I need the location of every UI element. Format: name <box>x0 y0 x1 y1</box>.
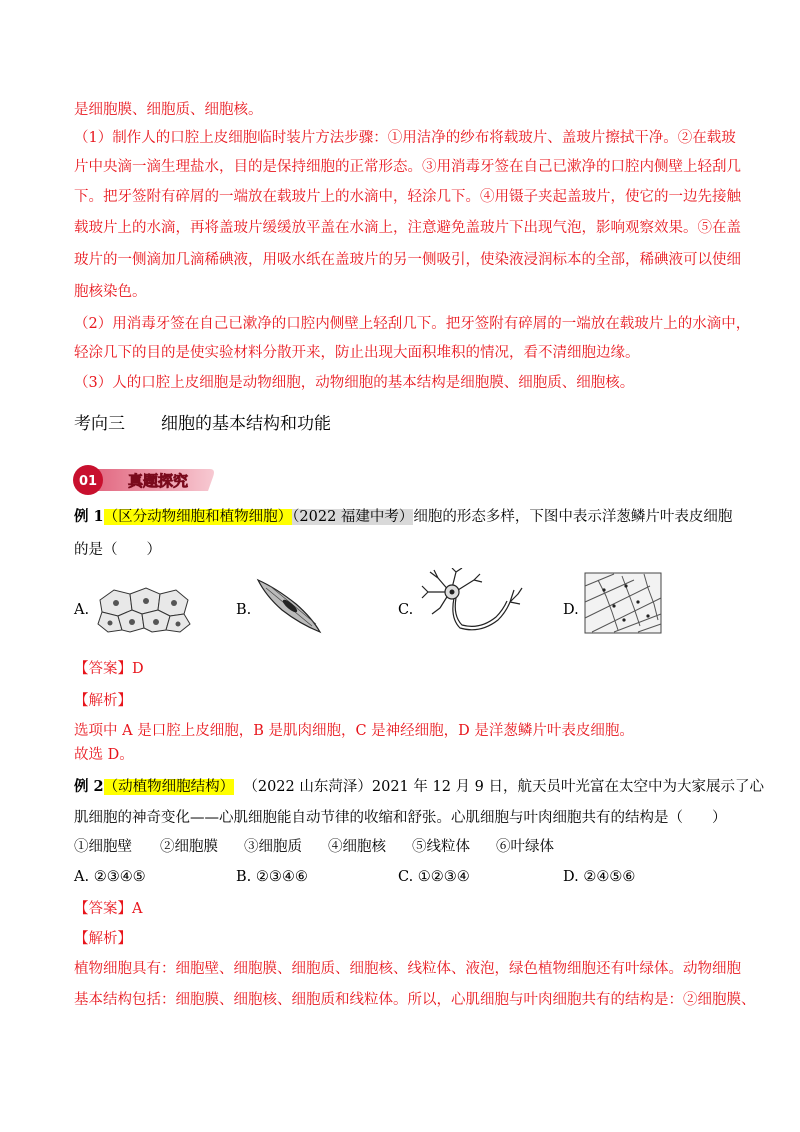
p1-line-4: 载玻片上的水滴，再将盖玻片缓缓放平盖在水滴上，注意避免盖玻片下出现气泡，影响观察效果。⑤在盖 <box>74 220 741 236</box>
example2-stem-2: 肌细胞的神奇变化——心肌细胞能自动节律的收缩和舒张。心肌细胞与叶肉细胞共有的结构是（ ） <box>74 810 727 826</box>
example1-stem-2: 的是（ ） <box>74 542 161 558</box>
example1-stem-text: 细胞的形态多样，下图中表示洋葱鳞片叶表皮细胞 <box>413 509 733 525</box>
option-d-label: D. <box>563 602 579 618</box>
example1-analysis: 选项中 A 是口腔上皮细胞，B 是肌肉细胞，C 是神经细胞，D 是洋葱鳞片叶表皮细胞。 <box>74 723 634 739</box>
structure-2: ②细胞膜 <box>160 839 218 855</box>
section-title: 细胞的基本结构和功能 <box>161 414 331 434</box>
example2-option-d: D. ②④⑤⑥ <box>563 869 636 885</box>
p1-line-3: 下。把牙签附有碎屑的一端放在载玻片上的水滴中，轻涂几下。④用镊子夹起盖玻片，使它的一边先接触 <box>74 189 741 205</box>
option-b-label: B. <box>236 602 252 618</box>
example1-tag: （区分动物细胞和植物细胞） <box>103 509 293 525</box>
example2-option-c: C. ①②③④ <box>398 869 470 885</box>
example2-analysis-1: 植物细胞具有：细胞壁、细胞膜、细胞质、细胞核、线粒体、液泡，绿色植物细胞还有叶绿体。动物细胞 <box>74 961 741 977</box>
example1-source: （2022 福建中考） <box>292 509 414 525</box>
example2-label: 例 2 <box>74 778 104 795</box>
example1-conclusion: 故选 D。 <box>74 747 134 763</box>
example2-stem-text: 2021 年 12 月 9 日，航天员叶光富在太空中为大家展示了心 <box>371 779 764 795</box>
p2-line-2: 轻涂几下的目的是使实验材料分散开来，防止出现大面积堆积的情况，看不清细胞边缘。 <box>74 345 640 361</box>
section-heading <box>74 414 331 434</box>
example2-analysis-2: 基本结构包括：细胞膜、细胞核、细胞质和线粒体。所以，心肌细胞与叶肉细胞共有的结构是：②细胞膜、 <box>74 992 756 1008</box>
p2-line-1: （2）用消毒牙签在自己已漱净的口腔内侧壁上轻刮几下。把牙签附有碎屑的一端放在载玻片上的水滴中， <box>74 316 751 332</box>
example1-stem <box>74 507 732 527</box>
example1-label: 例 1 <box>74 508 104 525</box>
example2-option-b: B. ②③④⑥ <box>236 869 308 885</box>
structure-5: ⑤线粒体 <box>412 839 470 855</box>
example2-source: （2022 山东菏泽） <box>243 779 372 795</box>
example2-analysis-label: 【解析】 <box>74 931 132 947</box>
neuron-figure <box>420 568 524 644</box>
intro-line: 是细胞膜、细胞质、细胞核。 <box>74 102 263 118</box>
example2-stem <box>74 777 764 797</box>
p1-line-2: 片中央滴一滴生理盐水，目的是保持细胞的正常形态。③用消毒牙签在自己已漱净的口腔内侧壁上轻刮几 <box>74 159 741 175</box>
structure-1: ①细胞壁 <box>74 839 132 855</box>
example2-option-a: A. ②③④⑤ <box>74 869 146 885</box>
cheek-cell-figure <box>96 582 192 638</box>
banner-graphic <box>72 463 216 495</box>
section-banner <box>72 463 216 495</box>
example1-analysis-label: 【解析】 <box>74 693 132 709</box>
example2-answer: 【答案】A <box>74 901 143 917</box>
example2-tag: （动植物细胞结构） <box>103 779 235 795</box>
structure-6: ⑥叶绿体 <box>496 839 554 855</box>
muscle-cell-figure <box>256 578 322 638</box>
structure-4: ④细胞核 <box>328 839 386 855</box>
option-c-label: C. <box>398 602 414 618</box>
p1-line-6: 胞核染色。 <box>74 284 147 300</box>
p1-line-5: 玻片的一侧滴加几滴稀碘液，用吸水纸在盖玻片的另一侧吸引，使染液浸润标本的全部，稀碘液可以使细 <box>74 252 741 268</box>
example1-answer: 【答案】D <box>74 661 144 677</box>
banner-number: 01 <box>78 474 98 489</box>
section-number: 考向三 <box>74 414 125 434</box>
onion-cell-figure <box>584 572 662 638</box>
banner-text: 真题探究 <box>127 472 189 490</box>
option-a-label: A. <box>74 602 90 618</box>
p1-line-1: （1）制作人的口腔上皮细胞临时装片方法步骤：①用洁净的纱布将载玻片、盖玻片擦拭干净。②在载玻 <box>74 130 736 146</box>
p3-line: （3）人的口腔上皮细胞是动物细胞，动物细胞的基本结构是细胞膜、细胞质、细胞核。 <box>74 375 635 391</box>
structure-3: ③细胞质 <box>244 839 302 855</box>
